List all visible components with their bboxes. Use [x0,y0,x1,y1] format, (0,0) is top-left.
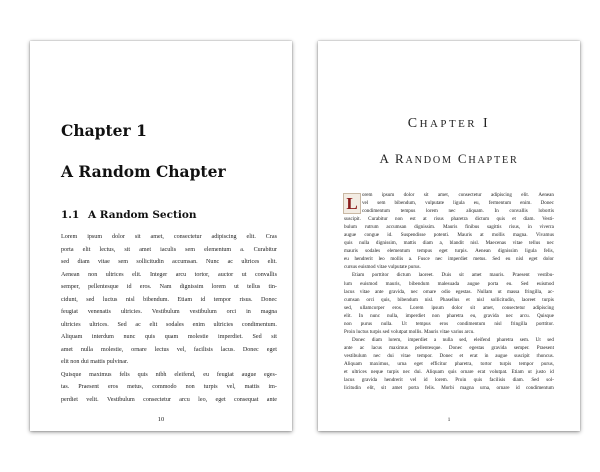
right-page [318,41,580,431]
text-line: licitudin elit, sit amet porta felis. Morbi magna urna, ornare id condimentum [344,385,554,392]
text-line: augue congue id. Suspendisse potenti. Mauris at mollis magna. Vivamus [344,232,554,239]
text-line: porta elit lectus, sit amet iaculis sem elementum a. Curabitur [61,246,277,253]
text-line: eu hendrerit leo mollis a. Fusce nec imperdiet metus. Sed eu nisl eget dolor [344,256,554,263]
text-line: Proin luctus turpis sed volutpat mollis. Mauris vitae varius arcu. [344,328,475,335]
text-line: suscipit. Curabitur non est at risus pharetra dictum quis et diam. Vesti- [344,216,554,223]
text-line: lacus gravida hendrerit vel id lorem. Proin quis facilisis diam. Sed sol- [344,377,554,384]
text-line: vel sem bibendum, vulputate ligula eu, fermentum enim. Donec [362,200,554,207]
text-line: Aliquam maximus, urna eget efficitur pharetra, tortor turpis tempor purus, [344,360,554,367]
text-line: perdiet velit. Vestibulum consectetur arcu leo, eget consequat ante [61,396,277,403]
text-line: tas. Praesent eros metus, commodo non turpis vel, mattis im- [61,384,277,390]
body-text [344,191,554,392]
body-text [61,231,277,406]
text-line: Aliquam interdum nunc quis quam molestie imperdiet. Sed sit [61,334,277,340]
drop-cap: L [343,193,361,214]
text-line: et ultrices neque turpis nec dui. Aliquam quis ornare erat volutpat. Etiam ut justo id [344,369,554,376]
text-line: cidunt, sed luctus nisl bibendum. Etiam id tempor risus. Donec [61,296,277,303]
text-line: vestibulum nec dui vitae tempor. Donec et erat in augue suscipit rhoncus. [344,352,554,359]
text-line: non purus nulla. Ut tempus eros condimentum nisl fringilla porttitor. [344,320,554,327]
text-line: lacus vitae ante gravida, nec ornare odio egestas. Nullam ut massa fringilla, ac- [344,288,554,295]
text-line: elit. In nunc nulla, imperdiet non pharetra eu, gravida nec arcu. Quisque [344,312,554,319]
section-title: A Random Section [88,209,197,221]
text-line: ultricies ultrices. Sed ac elit sodales enim ultricies condimentum. [61,321,277,328]
text-line: Quisque maximus felis quis nibh eleifend, eu feugiat augue eges- [61,371,277,378]
text-line: mauris sodales elementum tempus eget turpis. Aenean dignissim ligula felis, [344,248,554,255]
text-line: Donec diam lorem, imperdiet a nulla sed, eleifend pharetra sem. Ut sed [352,336,554,343]
section-heading [61,209,196,221]
text-line: Lorem ipsum dolor sit amet, consectetur adipiscing elit. Cras [61,234,277,240]
text-line: quis nulla dignissim, mattis diam a, blandit nisl. Maecenas vitae tellus nec [344,240,554,247]
text-line: amet nulla molestie, ornare lectus vel, facilisis lacus. Donec eget [61,346,277,353]
page-number: 10 [157,416,165,423]
text-line: Etiam porttitor dictum laoreet. Duis sit amet mauris. Praesent vestibu- [352,272,554,279]
text-line: cumsan orci quis, bibendum nisl. Phasellus et nisl sollicitudin, laoreet turpis [344,296,554,303]
text-line: lum euismod mauris, bibendum malesuada augue porta eu. Sed euismod [344,280,554,287]
text-line: semper, pellentesque id eros. Nam dignissim lorem ut tellus tin- [61,284,277,290]
text-line: sed, ullamcorper eros. Lorem ipsum dolor sit amet, consectetur adipiscing [344,304,554,311]
text-line: bulum rutrum accumsan dignissim. Mauris finibus sagittis risus, in viverra [344,224,554,231]
text-line: ante ac lacus maximus pellentesque. Donec egestas gravida semper. Praesent [344,344,554,351]
chapter-number: Chapter 1 [61,121,147,140]
section-number: 1.1 [61,209,80,221]
text-line: orem ipsum dolor sit amet, consectetur adipiscing elit. Aenean [362,192,554,198]
chapter-number: CHAPTER I [407,116,491,131]
chapter-title: A RANDOM CHAPTER [379,151,519,166]
left-page [30,41,292,431]
page-number: 1 [447,417,451,423]
text-line: cursus euismod vitae vulputate purus. [344,264,421,271]
chapter-title: A Random Chapter [61,162,226,181]
text-line: Aenean non ultrices elit. Integer arcu tortor, auctor ut convallis [61,271,277,278]
text-line: sed diam vitae sem sollicitudin accumsan. Nunc ac ultrices elit. [61,259,277,265]
text-line: condimentum tempus lorem nec aliquam. In convallis lobortis [362,208,554,215]
text-line: elit non dui mattis pulvinar. [61,359,129,365]
text-line: feugiat venenatis ultricies. Vestibulum vestibulum orci in magna [61,309,277,315]
